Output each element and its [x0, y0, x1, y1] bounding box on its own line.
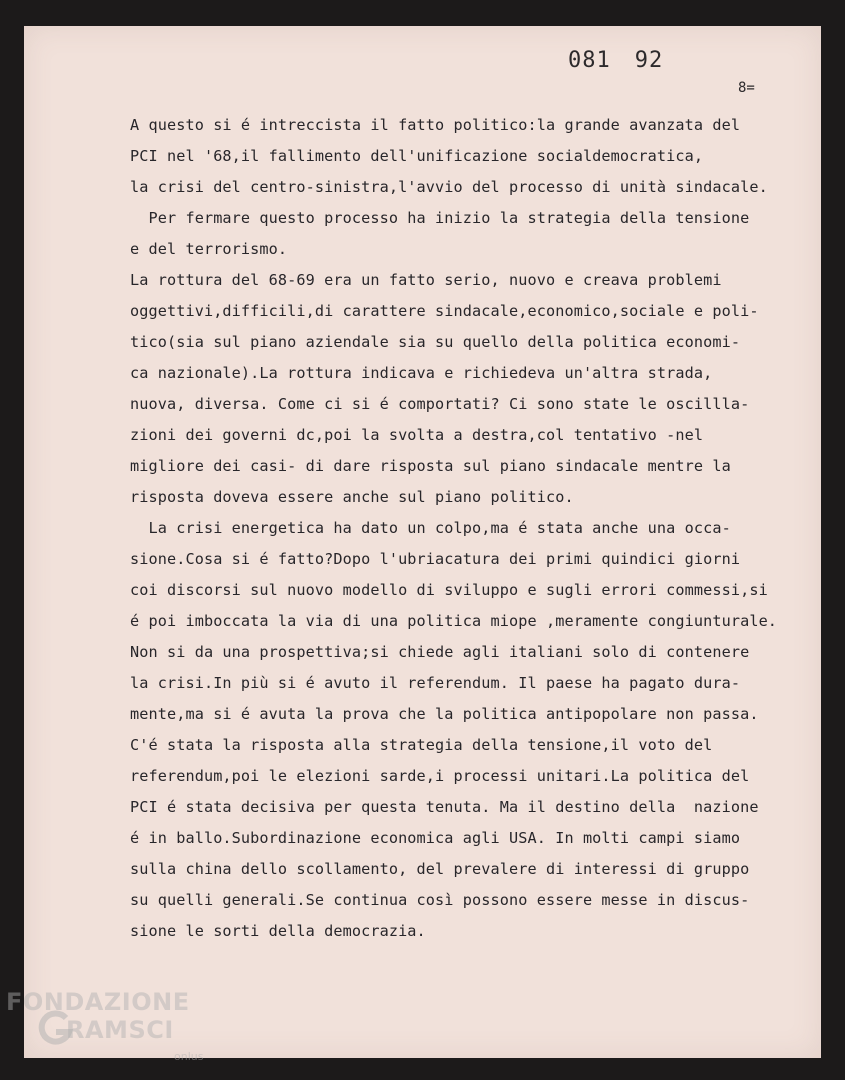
text-line: migliore dei casi- di dare risposta sul piano sindacale mentre la: [130, 457, 731, 475]
text-line: coi discorsi sul nuovo modello di sviluppo e sugli errori commessi,si: [130, 581, 768, 599]
text-line: Non si da una prospettiva;si chiede agli italiani solo di contenere: [130, 643, 750, 661]
typed-text-body: [130, 110, 810, 947]
text-line: nuova, diversa. Come ci si é comportati? Ci sono state le oscillla-: [130, 395, 750, 413]
text-line: La crisi energetica ha dato un colpo,ma é stata anche una occa-: [130, 519, 731, 537]
text-line: zioni dei governi dc,poi la svolta a destra,col tentativo -nel: [130, 426, 704, 444]
page-number-left: 081: [568, 48, 611, 73]
text-line: tico(sia sul piano aziendale sia su quello della politica economi-: [130, 333, 741, 351]
text-line: sione.Cosa si é fatto?Dopo l'ubriacatura dei primi quindici giorni: [130, 550, 741, 568]
text-line: La rottura del 68-69 era un fatto serio, nuovo e creava problemi: [130, 271, 722, 289]
page-number-right: 92: [634, 48, 664, 73]
watermark-line-2: RAMSCI: [66, 1016, 174, 1044]
text-line: PCI é stata decisiva per questa tenuta. Ma il destino della nazione: [130, 798, 759, 816]
text-line: oggettivi,difficili,di carattere sindacale,economico,sociale e poli-: [130, 302, 759, 320]
text-line: risposta doveva essere anche sul piano politico.: [130, 488, 574, 506]
watermark-line-3: onlus: [174, 1050, 204, 1063]
document-page: [24, 26, 821, 1058]
text-line: C'é stata la risposta alla strategia della tensione,il voto del: [130, 736, 713, 754]
text-line: é in ballo.Subordinazione economica agli USA. In molti campi siamo: [130, 829, 741, 847]
text-line: sulla china dello scollamento, del prevalere di interessi di gruppo: [130, 860, 750, 878]
text-line: ca nazionale).La rottura indicava e richiedeva un'altra strada,: [130, 364, 713, 382]
text-line: referendum,poi le elezioni sarde,i processi unitari.La politica del: [130, 767, 750, 785]
text-line: mente,ma si é avuta la prova che la politica antipopolare non passa.: [130, 705, 759, 723]
text-line: PCI nel '68,il fallimento dell'unificazione socialdemocratica,: [130, 147, 704, 165]
archive-page-number: [568, 48, 663, 73]
text-line: Per fermare questo processo ha inizio la strategia della tensione: [130, 209, 750, 227]
text-line: é poi imboccata la via di una politica miope ,meramente congiunturale.: [130, 612, 778, 630]
text-line: sione le sorti della democrazia.: [130, 922, 426, 940]
fondazione-gramsci-watermark: [6, 988, 216, 1074]
text-line: la crisi.In più si é avuto il referendum. Il paese ha pagato dura-: [130, 674, 741, 692]
text-line: A questo si é intreccista il fatto politico:la grande avanzata del: [130, 116, 741, 134]
watermark-line-1: FONDAZIONE: [6, 988, 190, 1016]
text-line: e del terrorismo.: [130, 240, 288, 258]
sheet-number: 8=: [738, 80, 755, 96]
text-line: su quelli generali.Se continua così possono essere messe in discus-: [130, 891, 750, 909]
text-line: la crisi del centro-sinistra,l'avvio del processo di unità sindacale.: [130, 178, 768, 196]
